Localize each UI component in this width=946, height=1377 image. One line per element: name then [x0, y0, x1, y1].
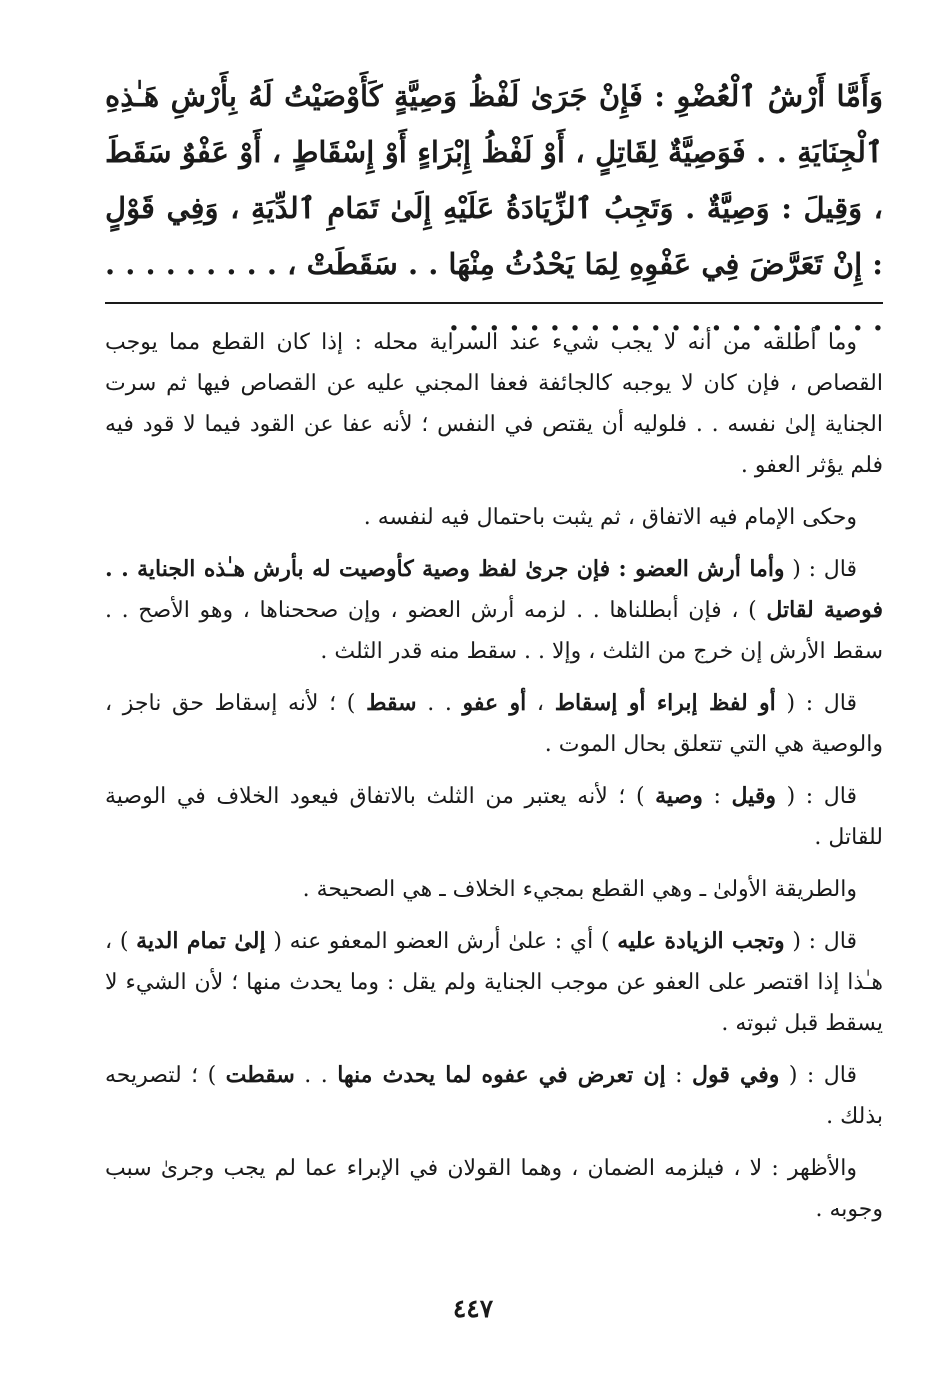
- sharh-commentary: [105, 322, 883, 1241]
- sharh-paragraph-7: [105, 921, 883, 1044]
- matn-quote: وأما أرش العضو : فإن جرىٰ لفظ وصية كأوصيت له بأرش هـٰذه الجناية . . فوصية لقاتل: [105, 556, 884, 623]
- matn-text: وَأَمَّا أَرْشُ ٱلْعُضْوِ : فَإِنْ جَرَىٰ لَفْظُ وَصِيَّةٍ كَأَوْصَيْتُ لَهُ بِأَرْشِ هَـٰذِهِ ٱلْجِنَايَةِ . . فَوَصِيَّةٌ لِقَاتِلٍ ، أَوْ لَفْظُ إِبْرَاءٍ أَوْ إِسْقَاطٍ ، أَوْ عَفْوٌ سَقَطَ ، وَقِيلَ : وَصِيَّةٌ . وَتَجِبُ ٱلزِّيَادَةُ عَلَيْهِ إِلَىٰ تَمَامِ ٱلدِّيَةِ ، وَفِي قَوْلٍ : إِنْ تَعَرَّضَ فِي عَفْوِهِ لِمَا يَحْدُثُ مِنْهَا . . سَقَطَتْ ، . . . . . . . . . . . . . . . . . . . . . . . . . . . . . . .: [105, 79, 883, 337]
- matn-quote: إن تعرض في عفوه لما يحدث منها: [337, 1062, 666, 1088]
- sharh-paragraph-9: والأظهر : لا ، فيلزمه الضمان ، وهما القولان في الإبراء عما لم يجب وجرىٰ سبب وجوبه .: [105, 1156, 883, 1222]
- separator: ،: [526, 691, 555, 716]
- qala-prefix: قال : (: [775, 691, 857, 716]
- matn-quote: أو عفو: [462, 690, 527, 716]
- sharh-paragraph-8: [105, 1055, 883, 1137]
- matn-quote: إلىٰ تمام الدية: [136, 928, 266, 954]
- commentary-text: ) ، هـٰذا إذا اقتصر على العفو عن موجب الجناية ولم يقل : وما يحدث منها ؛ لأن الشيء لا يسقط قبل ثبوته .: [105, 929, 883, 1036]
- qala-prefix: قال : (: [784, 557, 857, 582]
- sharh-paragraph-1: وما أطلقه من أنه لا يجب شيء عند السراية محله : إذا كان القطع مما يوجب القصاص ، فإن كان لا يوجبه كالجائفة فعفا المجني عليه عن القصاص فيها ثم سرت الجناية إلىٰ نفسه . . فلوليه أن يقتص في النفس ؛ لأنه عفا عن القود فيما لا قود فيه فلم يؤثر العفو .: [105, 330, 883, 478]
- commentary-text: ) ؛ لأنه إسقاط حق ناجز ، والوصية هي التي تتعلق بحال الموت .: [105, 691, 883, 757]
- qala-prefix: قال : (: [784, 929, 858, 954]
- commentary-text: ) ؛ لأنه يعتبر من الثلث بالاتفاق فيعود الخلاف في الوصية للقاتل .: [105, 784, 883, 850]
- qala-prefix: قال : (: [779, 1063, 857, 1088]
- separator: :: [665, 1063, 692, 1088]
- commentary-text: ) أي : علىٰ أرش العضو المعفو عنه (: [265, 929, 618, 954]
- sharh-paragraph-5: [105, 776, 883, 858]
- page-number: ٤٤٧: [452, 1294, 494, 1323]
- separator: . .: [294, 1063, 338, 1088]
- separator: :: [702, 784, 732, 809]
- sharh-paragraph-3: [105, 549, 883, 672]
- matn-quote: وقيل: [731, 783, 776, 809]
- commentary-text: ) ، فإن أبطلناها . . لزمه أرش العضو ، وإن صححناها ، وهو الأصح . . سقط الأرش إن خرج من الثلث ، وإلا . . سقط منه قدر الثلث .: [105, 598, 883, 664]
- sharh-paragraph-4: [105, 683, 883, 765]
- matn-quote: سقطت: [225, 1062, 295, 1088]
- matn-quote: أو لفظ إبراء أو إسقاط: [554, 690, 776, 716]
- footnote-divider: [105, 302, 883, 304]
- sharh-paragraph-2: وحكى الإمام فيه الاتفاق ، ثم يثبت باحتمال فيه لنفسه .: [363, 505, 857, 530]
- matn-quote: وفي قول: [691, 1062, 780, 1088]
- sharh-paragraph-6: والطريقة الأولىٰ ـ وهي القطع بمجيء الخلاف ـ هي الصحيحة .: [302, 877, 857, 902]
- matn-quote: وتجب الزيادة عليه: [617, 928, 785, 954]
- matn-quote: وصية: [655, 783, 703, 809]
- matn-quote: سقط: [366, 690, 417, 716]
- separator: . .: [416, 691, 463, 716]
- commentary-text: ) ؛ لتصريحه بذلك .: [105, 1063, 883, 1129]
- qala-prefix: قال : (: [775, 784, 857, 809]
